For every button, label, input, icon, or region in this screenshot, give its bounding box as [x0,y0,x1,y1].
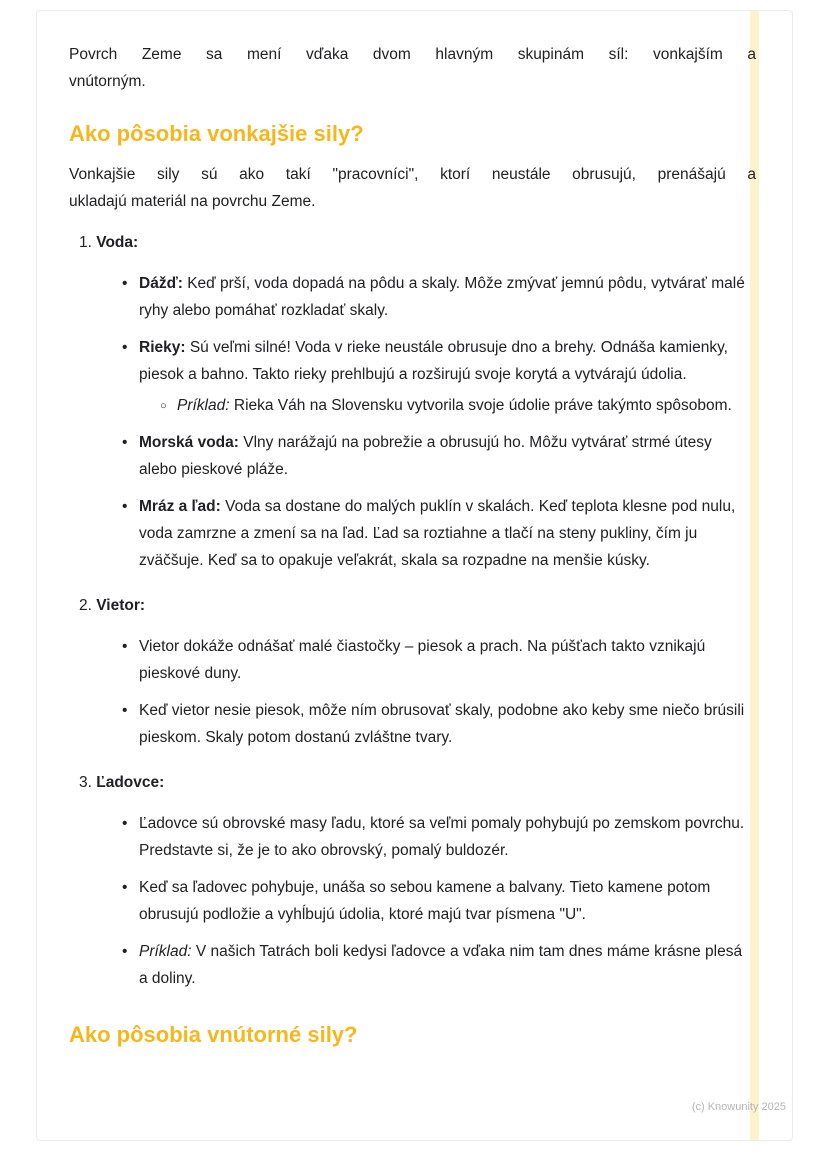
bullet-vietor-obrusovanie [139,697,746,751]
list-item-ladovce-heading [79,769,756,796]
bullet-morska-voda-text: Vlny narážajú na pobrežie a obrusujú ho. Môžu vytvárať strmé útesy alebo pieskové pláže. [139,434,712,478]
bullet-ladovce-udolia [139,874,746,928]
bullet-morska-voda-label: Morská voda: [139,434,239,451]
bullet-vietor-obrusovanie-text: Keď vietor nesie piesok, môže ním obrusovať skaly, podobne ako keby sme niečo brúsili pieskom. Skaly potom dostanú zvláštne tvary. [139,702,745,746]
term-voda: Voda: [96,234,139,251]
bullet-ladovce-masy-text: Ľadovce sú obrovské masy ľadu, ktoré sa veľmi pomaly pohybujú po zemskom povrchu. Predstavte si, že je to ako obrovský, pomalý buldozér. [139,815,745,859]
bullet-rieky [139,334,746,419]
bullet-dazd-label: Dážď: [139,275,183,292]
term-vietor: Vietor: [96,597,146,614]
intro-line-2: vnútorným. [69,73,146,90]
bullet-rieky-label: Rieky: [139,339,186,356]
intro-line-1: Povrch Zeme sa mení vďaka dvom hlavným skupinám síl: vonkajším a [69,46,756,63]
external-lead-paragraph [69,161,756,215]
document-card [36,10,793,1141]
bullet-priklad-tatry [139,938,746,992]
bullet-mraz-a-lad-text: Voda sa dostane do malých puklín v skalách. Keď teplota klesne pod nulu, voda zamrzne a zmení sa na ľad. Ľad sa roztiahne a tlačí na steny pukliny, čím ju zväčšuje. Keď sa to opakuje veľakrát, skala sa rozpadne na menšie kúsky. [139,498,736,569]
bullet-ladovce-masy [139,810,746,864]
list-number: 3. [79,774,92,791]
document-content [37,11,792,1048]
ladovce-bullet-list [79,810,756,992]
external-lead-line-1: Vonkajšie sily sú ako takí "pracovníci", ktorí neustále obrusujú, prenášajú a [69,166,756,183]
list-item-vietor-heading [79,592,756,619]
priklad-tatry-text: V našich Tatrách boli kedysi ľadovce a vďaka nim tam dnes máme krásne plesá a doliny. [139,943,743,987]
bullet-priklad-vah [177,392,746,419]
voda-bullet-list [79,270,756,574]
list-number: 2. [79,597,92,614]
list-item-voda [79,229,756,574]
term-ladovce: Ľadovce: [96,774,165,791]
section-heading-internal-forces: Ako pôsobia vnútorné sily? [69,1022,358,1047]
bullet-dazd [139,270,746,324]
list-number: 1. [79,234,92,251]
vietor-bullet-list [79,633,756,751]
bullet-ladovce-udolia-text: Keď sa ľadovec pohybuje, unáša so sebou kamene a balvany. Tieto kamene potom obrusujú podložie a vyhĺbujú údolia, ktoré majú tvar písmena "U". [139,879,711,923]
rieky-example-list [139,392,746,419]
priklad-vah-text: Rieka Váh na Slovensku vytvorila svoje údolie práve takýmto spôsobom. [233,397,732,414]
external-lead-line-2: ukladajú materiál na povrchu Zeme. [69,193,316,210]
bullet-vietor-duny [139,633,746,687]
list-item-vietor [79,592,756,751]
bullet-mraz-a-lad-label: Mráz a ľad: [139,498,221,515]
list-item-ladovce [79,769,756,992]
bullet-dazd-text: Keď prší, voda dopadá na pôdu a skaly. Môže zmývať jemnú pôdu, vytvárať malé ryhy alebo pomáhať rozkladať skaly. [139,275,745,319]
section-heading-external-forces: Ako pôsobia vonkajšie sily? [69,121,364,146]
bullet-vietor-duny-text: Vietor dokáže odnášať malé čiastočky – piesok a prach. Na púšťach takto vznikajú pieskové duny. [139,638,706,682]
external-forces-list [69,229,756,992]
priklad-vah-label: Príklad: [177,397,230,414]
bullet-mraz-a-lad [139,493,746,574]
bullet-morska-voda [139,429,746,483]
priklad-tatry-label: Príklad: [139,943,192,960]
list-item-voda-heading [79,229,756,256]
intro-paragraph [69,41,756,95]
watermark: (c) Knowunity 2025 [691,1101,786,1113]
bullet-rieky-text: Sú veľmi silné! Voda v rieke neustále obrusuje dno a brehy. Odnáša kamienky, piesok a bahno. Takto rieky prehlbujú a rozširujú svoje korytá a vytvárajú údolia. [139,339,728,383]
